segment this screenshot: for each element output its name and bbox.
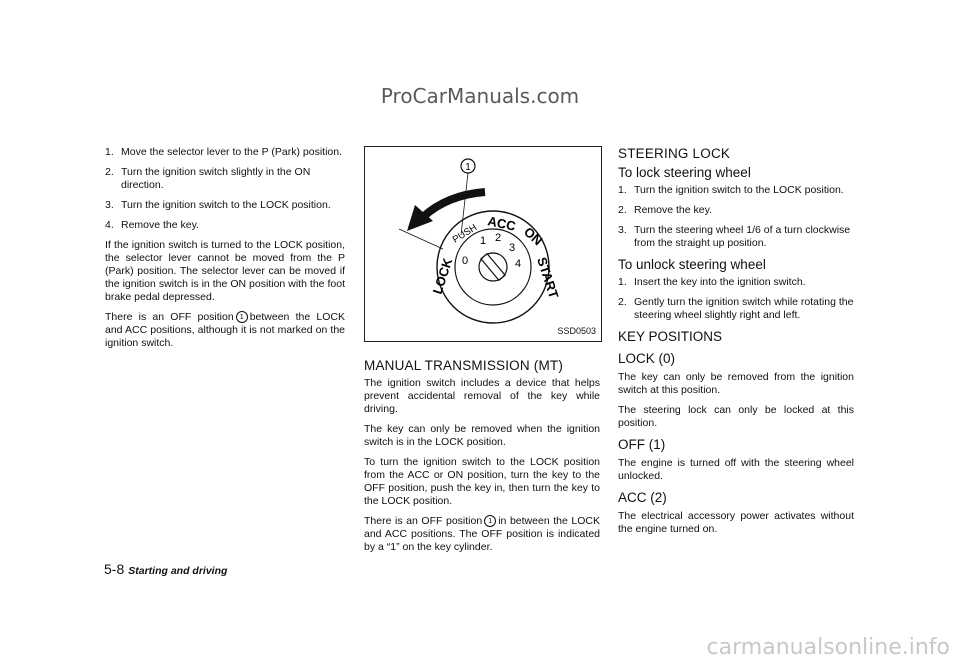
heading-manual-transmission: MANUAL TRANSMISSION (MT) — [364, 358, 564, 373]
list-item: 2. Remove the key. — [618, 204, 713, 216]
position-2: 2 — [495, 232, 502, 244]
heading-key-positions: KEY POSITIONS — [618, 329, 723, 344]
list-item: 1. Turn the ignition switch to the LOCK position. — [618, 184, 844, 196]
position-0: 0 — [462, 255, 469, 267]
position-4: 4 — [515, 258, 522, 270]
ignition-switch-figure — [364, 146, 602, 342]
paragraph: The key can only be removed from the ignition switch at this position. — [618, 371, 854, 396]
ignition-switch-diagram — [365, 147, 601, 341]
paragraph: The steering lock can only be locked at this position. — [618, 404, 854, 429]
label-lock: LOCK — [429, 256, 456, 296]
subheading-lock-steering: To lock steering wheel — [618, 165, 751, 180]
label-on: ON — [520, 224, 546, 249]
paragraph: The engine is turned off with the steering wheel unlocked. — [618, 457, 854, 482]
heading-lock-0: LOCK (0) — [618, 351, 676, 366]
paragraph-off-position: There is an OFF position 1 between the LOCK and ACC positions, although it is not marked on the ignition switch. — [105, 311, 345, 349]
callout-marker-icon: 1 — [484, 515, 496, 527]
list-item: 3. Turn the ignition switch to the LOCK position. — [105, 199, 331, 211]
heading-off-1: OFF (1) — [618, 437, 666, 452]
paragraph: The ignition switch includes a device that helps prevent accidental removal of the key while driving. — [364, 377, 600, 415]
column-left — [105, 146, 345, 357]
section-name: Starting and driving — [128, 565, 228, 577]
paragraph: The electrical accessory power activates without the engine turned on. — [618, 510, 854, 535]
callout-number: 1 — [465, 162, 471, 173]
list-item: 1. Insert the key into the ignition switch. — [618, 276, 806, 288]
column-middle — [364, 146, 600, 561]
page-number: 5-8 — [104, 561, 125, 577]
heading-steering-lock: STEERING LOCK — [618, 146, 731, 161]
subheading-unlock-steering: To unlock steering wheel — [618, 257, 766, 272]
paragraph-selector-lever: If the ignition switch is turned to the LOCK position, the selector lever cannot be moved from the P (Park) position. The selector lever can be moved if the ignition switch is in the ON position with the foot brake pedal depressed. — [105, 239, 345, 303]
list-item: 3. Turn the steering wheel 1/6 of a turn clockwise from the straight up position. — [618, 224, 851, 249]
paragraph: The key can only be removed when the ignition switch is in the LOCK position. — [364, 423, 600, 448]
watermark-procarmanuals: ProCarManuals.com — [380, 84, 580, 108]
list-item: 1. Move the selector lever to the P (Park) position. — [105, 146, 342, 158]
ignition-steps-list — [105, 146, 345, 232]
list-item: 2. Gently turn the ignition switch while rotating the steering wheel slightly right and left. — [618, 296, 854, 321]
page-footer — [104, 561, 227, 577]
column-right — [618, 146, 854, 543]
label-acc: ACC — [486, 213, 518, 234]
paragraph: To turn the ignition switch to the LOCK position from the ACC or ON position, turn the key to the OFF position, push the key in, then turn the key to the LOCK position. — [364, 456, 600, 507]
list-item: 2. Turn the ignition switch slightly in the ON direction. — [105, 166, 311, 191]
label-start: START — [534, 255, 562, 301]
unlock-steps-list — [618, 276, 854, 322]
callout-marker-icon: 1 — [236, 311, 248, 323]
position-1: 1 — [480, 235, 487, 247]
lock-steps-list — [618, 184, 854, 250]
figure-id: SSD0503 — [557, 326, 596, 336]
paragraph: There is an OFF position 1 in between the LOCK and ACC positions. The OFF position is indicated by a “1” on the key cylinder. — [364, 515, 601, 553]
label-push: PUSH — [450, 222, 479, 246]
list-item: 4. Remove the key. — [105, 219, 200, 231]
watermark-carmanualsonline: carmanualsonline.info — [706, 635, 950, 660]
heading-acc-2: ACC (2) — [618, 490, 667, 505]
position-3: 3 — [509, 242, 516, 254]
